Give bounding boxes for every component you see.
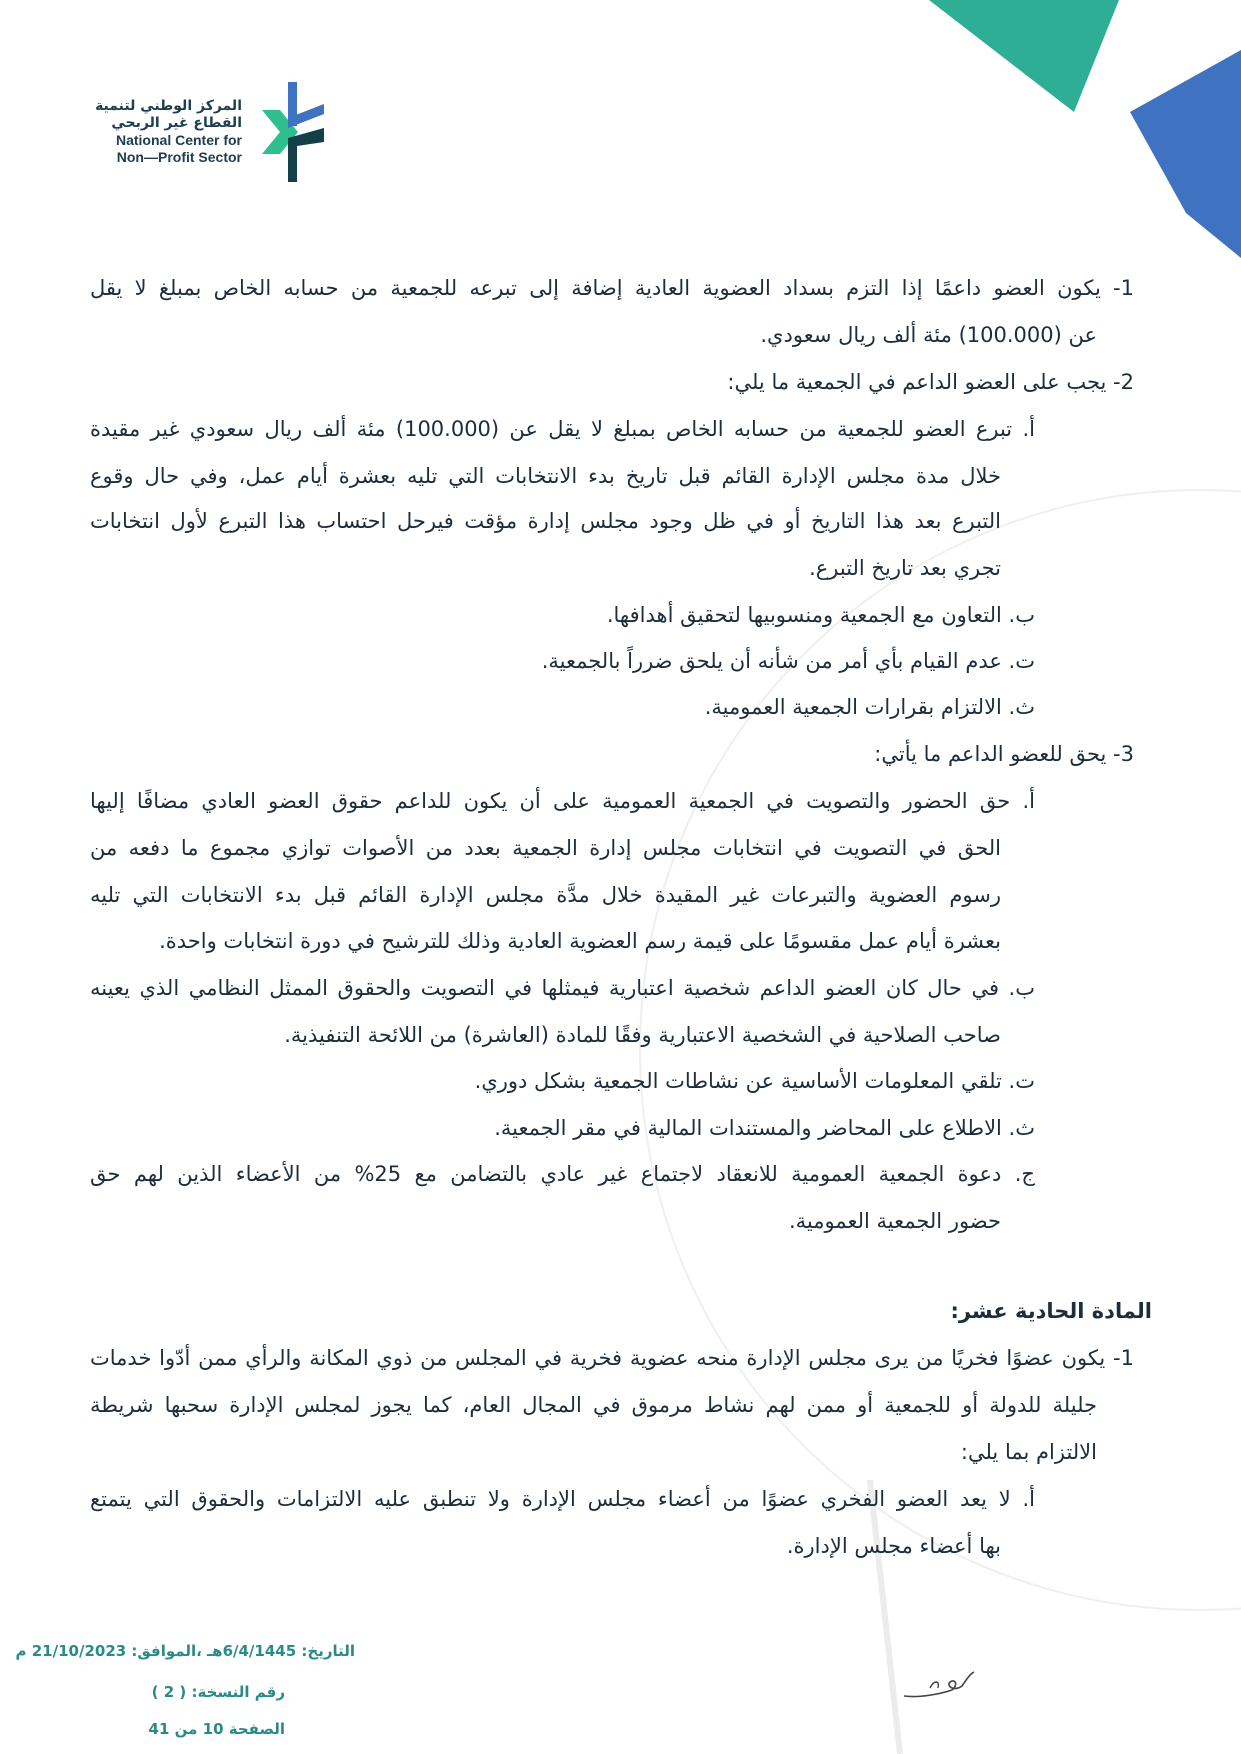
text-line: تجري بعد تاريخ التبرع. [809,556,1001,580]
logo-mark-icon [254,82,330,182]
logo [95,82,330,182]
text-line: 1- يكون العضو داعمًا إذا التزم بسداد العضوية العادية إضافة إلى تبرعه للجمعية من حسابه الخاص بمبلغ لا يقل [90,276,1134,300]
article-heading: المادة الحادية عشر: [950,1299,1152,1323]
text-line: الحق في التصويت في انتخابات مجلس إدارة الجمعية بعدد من الأصوات توازي مجموع ما دفعه من [90,836,1001,860]
logo-ar-line2: القطاع غير الربحي [111,115,242,131]
text-line: 3- يحق للعضو الداعم ما يأتي: [874,742,1134,766]
text-line: أ. حق الحضور والتصويت في الجمعية العمومية على أن يكون للداعم حقوق العضو العادي مضافًا إليها [90,789,1035,813]
text-line: ث. الالتزام بقرارات الجمعية العمومية. [704,695,1035,719]
footer-page-number: الصفحة 10 من 41 [148,1720,285,1738]
text-line: 1- يكون عضوًا فخريًا من يرى مجلس الإدارة منحه عضوية فخرية في المجلس من ذوي المكانة والرأي ممن أدّوا خدمات [90,1346,1134,1370]
logo-ar-line1: المركز الوطني لتنمية [95,98,242,114]
text-line: بها أعضاء مجلس الإدارة. [786,1534,1001,1558]
text-line: ت. عدم القيام بأي أمر من شأنه أن يلحق ضرراً بالجمعية. [541,649,1035,673]
text-line: ت. تلقي المعلومات الأساسية عن نشاطات الجمعية بشكل دوري. [474,1069,1035,1093]
text-line: ث. الاطلاع على المحاضر والمستندات المالية في مقر الجمعية. [494,1116,1035,1140]
logo-text [95,98,242,166]
text-line: خلال مدة مجلس الإدارة القائم قبل تاريخ بدء الانتخابات التي تليه بعشرة أيام عمل، وفي حال وقوع [90,464,1001,488]
signature [900,1668,980,1702]
text-line: ب. التعاون مع الجمعية ومنسوبيها لتحقيق أهدافها. [606,603,1035,627]
text-line: صاحب الصلاحية في الشخصية الاعتبارية وفقًا للمادة (العاشرة) من اللائحة التنفيذية. [284,1023,1001,1047]
text-line: بعشرة أيام عمل مقسومًا على قيمة رسم العضوية العادية وذلك للترشيح في دورة انتخابات واحدة. [159,929,1001,953]
text-line: الالتزام بما يلي: [960,1440,1097,1464]
logo-en-line1: National Center for [115,132,242,148]
footer-version: رقم النسخة: ( 2 ) [151,1683,285,1701]
text-line: 2- يجب على العضو الداعم في الجمعية ما يلي: [727,370,1134,394]
text-line: أ. لا يعد العضو الفخري عضوًا من أعضاء مجلس الإدارة ولا تنطبق عليه الالتزامات والحقوق التي يتمتع [90,1487,1035,1511]
text-line: حضور الجمعية العمومية. [788,1209,1001,1233]
text-line: أ. تبرع العضو للجمعية من حسابه الخاص بمبلغ لا يقل عن (100.000) مئة ألف ريال سعودي غير مقيدة [90,417,1035,441]
footer-date: التاريخ: 6/4/1445هـ ،الموافق: 21/10/2023 م [15,1642,355,1660]
logo-en-line2: Non—Profit Sector [116,149,242,165]
text-line: ب. في حال كان العضو الداعم شخصية اعتبارية فيمثلها في التصويت والحقوق الممثل النظامي الذي يعينه [90,976,1035,1000]
text-line: التبرع بعد هذا التاريخ أو في ظل وجود مجلس إدارة مؤقت فيرحل احتساب هذا التبرع لأول انتخابات [90,509,1001,533]
text-line: عن (100.000) مئة ألف ريال سعودي. [760,323,1097,347]
text-line: ج. دعوة الجمعية العمومية للانعقاد لاجتماع غير عادي بالتضامن مع 25% من الأعضاء الذين لهم حق [90,1162,1035,1186]
text-line: رسوم العضوية والتبرعات غير المقيدة خلال مدَّة مجلس الإدارة القائم قبل بدء الانتخابات التي تليه [90,883,1001,907]
text-line: جليلة للدولة أو للجمعية أو ممن لهم نشاط مرموق في المجال العام، كما يجوز لمجلس الإدارة سحبها شريطة [90,1393,1097,1417]
